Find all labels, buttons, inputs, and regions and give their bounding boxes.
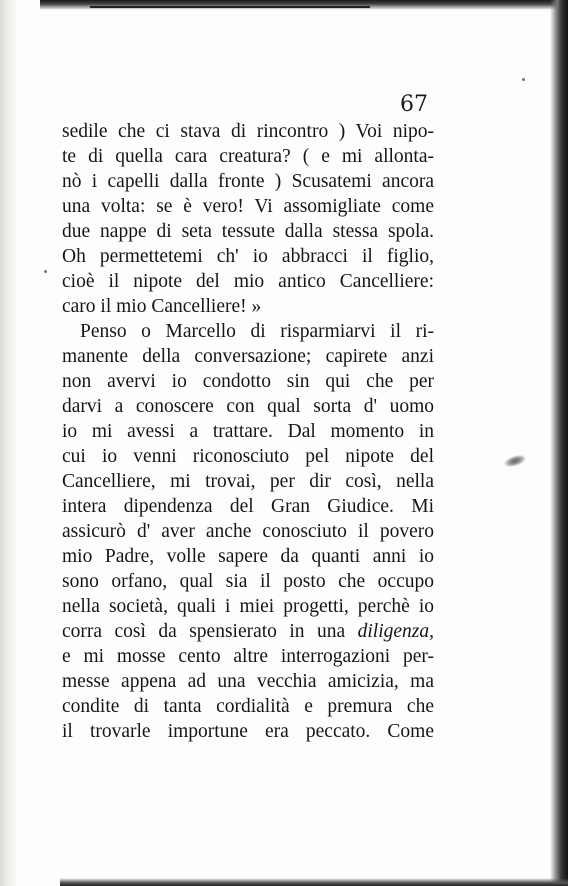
text-line: nella società, quali i miei progetti, perchè io — [62, 596, 434, 617]
text-line: darvi a conoscere con qual sorta d' uomo — [62, 396, 434, 417]
text-line: nò i capelli dalla fronte ) Scusatemi ancora — [62, 171, 434, 192]
text-line: io mi avessi a trattare. Dal momento in — [62, 421, 434, 442]
text-line: mio Padre, volle sapere da quanti anni io — [62, 546, 434, 567]
scan-shadow-bottom — [60, 878, 568, 886]
scan-shadow-left — [0, 0, 18, 886]
page-number: 67 — [400, 92, 428, 117]
text-line: non avervi io condotto sin qui che per — [62, 371, 434, 392]
text-line: Oh permettetemi ch' io abbracci il figlio, — [62, 246, 434, 267]
text-line: manente della conversazione; capirete anzi — [62, 346, 434, 367]
paper-speck — [44, 270, 47, 273]
text-line: una volta: se è vero! Vi assomigliate come — [62, 196, 434, 217]
italic-word: diligenza, — [357, 621, 434, 642]
text-line: messe appena ad una vecchia amicizia, ma — [62, 671, 434, 692]
text-line: intera dipendenza del Gran Giudice. Mi — [62, 496, 434, 517]
paper-speck — [522, 78, 525, 81]
text-line: Penso o Marcello di risparmiarvi il ri- — [80, 321, 434, 342]
scan-shadow-right — [550, 0, 568, 886]
scan-shadow-top — [40, 0, 568, 10]
text-line: sono orfano, qual sia il posto che occupo — [62, 571, 434, 592]
scan-line-top — [90, 6, 370, 8]
text-line: condite di tanta cordialità e premura che — [62, 696, 434, 717]
ink-smudge — [503, 453, 527, 469]
text-line: cui io venni riconosciuto pel nipote del — [62, 446, 434, 467]
text-line: te di quella cara creatura? ( e mi allonta- — [62, 146, 434, 167]
text-line: cioè il nipote del mio antico Cancelliere: — [62, 271, 434, 292]
text-line — [62, 620, 434, 644]
text-line: caro il mio Cancelliere! » — [62, 296, 262, 317]
text-line: il trovarle importune era peccato. Come — [62, 721, 434, 742]
text-line: Cancelliere, mi trovai, per dir così, nella — [62, 471, 434, 492]
text-line: e mi mosse cento altre interrogazioni per- — [62, 646, 434, 667]
text-line: due nappe di seta tessute dalla stessa spola. — [62, 221, 434, 242]
text-line: assicurò d' aver anche conosciuto il povero — [62, 521, 434, 542]
text-line: sedile che ci stava di rincontro ) Voi nipo- — [62, 121, 434, 142]
text-line-segment: corra così da spensierato in una — [62, 621, 346, 642]
